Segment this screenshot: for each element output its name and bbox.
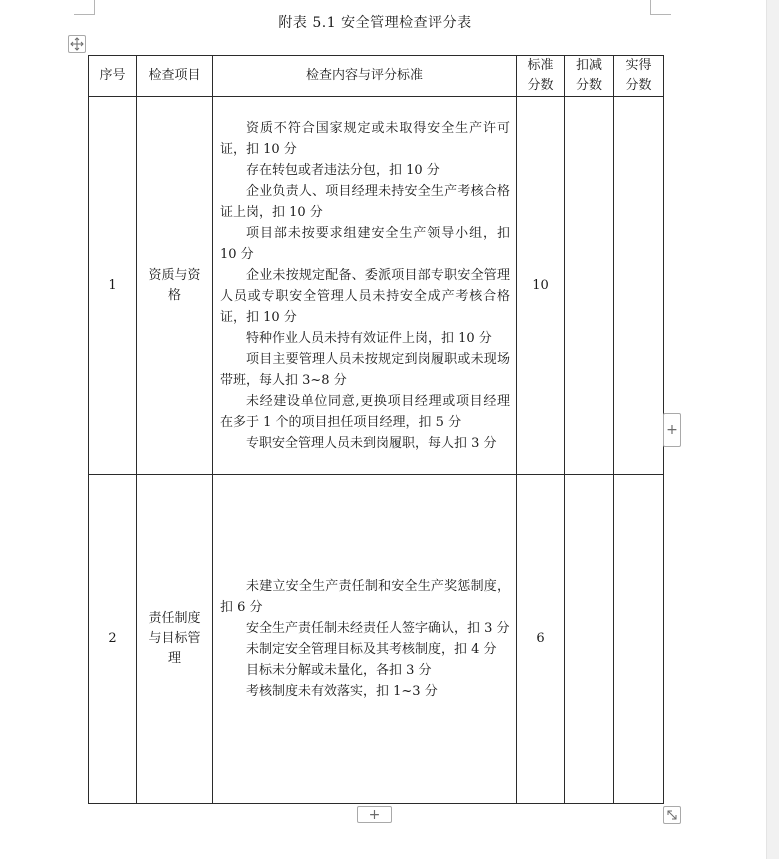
criteria-line: 项目部未按要求组建安全生产领导小组，扣 10 分: [220, 225, 510, 262]
row-actual-score[interactable]: [614, 475, 664, 804]
safety-evaluation-table: [88, 55, 664, 804]
criteria-line: 目标未分解或未量化，各扣 3 分: [246, 663, 432, 678]
row-actual-score[interactable]: [614, 97, 664, 475]
criteria-line: 企业负责人、项目经理未持安全生产考核合格证上岗，扣 10 分: [220, 183, 510, 220]
row-standard-score[interactable]: 10: [517, 97, 565, 475]
criteria-line: 存在转包或者违法分包，扣 10 分: [246, 162, 440, 178]
criteria-line: 考核制度未有效落实，扣 1~3 分: [246, 684, 438, 699]
header-seq: 序号: [89, 56, 137, 97]
row-deduct-score[interactable]: [565, 475, 614, 804]
row-criteria[interactable]: [213, 475, 517, 804]
criteria-line: 企业未按规定配备、委派项目部专职安全管理人员或专职安全管理人员未持安全成产考核合格证，扣 10 分: [220, 267, 510, 325]
header-line: 实得: [625, 58, 652, 73]
header-deduct-score: [565, 56, 614, 97]
header-line: 分数: [625, 78, 652, 93]
criteria-line: 未经建设单位同意,更换项目经理或项目经理在多于 1 个的项目担任项目经理，扣 5 分: [220, 393, 510, 430]
row-criteria[interactable]: [213, 97, 517, 475]
criteria-line: 资质不符合国家规定或未取得安全生产许可证，扣 10 分: [220, 120, 510, 157]
table-move-handle[interactable]: [68, 35, 86, 53]
row-standard-score[interactable]: 6: [517, 475, 565, 804]
criteria-line: 项目主要管理人员未按规定到岗履职或未现场带班，每人扣 3~8 分: [220, 351, 510, 388]
resize-icon: [666, 809, 678, 821]
row-deduct-score[interactable]: [565, 97, 614, 475]
table-resize-handle[interactable]: [663, 806, 681, 824]
header-line: 标准: [527, 58, 554, 73]
header-line: 分数: [575, 78, 602, 93]
table-title: 附表 5.1 安全管理检查评分表: [278, 15, 472, 31]
vertical-scrollbar[interactable]: [766, 0, 779, 859]
criteria-line: 未制定安全管理目标及其考核制度，扣 4 分: [246, 642, 497, 657]
header-actual-score: [614, 56, 664, 97]
plus-icon: +: [666, 422, 678, 438]
row-seq[interactable]: 1: [89, 97, 137, 475]
criteria-line: 专职安全管理人员未到岗履职，每人扣 3 分: [246, 435, 497, 451]
criteria-line: 安全生产责任制未经责任人签字确认，扣 3 分: [246, 621, 510, 636]
add-row-button[interactable]: [357, 806, 392, 823]
row-seq[interactable]: 2: [89, 475, 137, 804]
row-item[interactable]: 资质与资格: [137, 97, 213, 475]
criteria-line: 未建立安全生产责任制和安全生产奖惩制度，扣 6 分: [220, 579, 510, 615]
table-row: [89, 475, 664, 804]
header-standard-score: [517, 56, 565, 97]
header-line: 分数: [527, 78, 554, 93]
header-line: 扣减: [575, 58, 602, 73]
move-icon: [70, 37, 84, 51]
row-item[interactable]: 责任制度与目标管理: [137, 475, 213, 804]
table-row: [89, 97, 664, 475]
criteria-line: 特种作业人员未持有效证件上岗，扣 10 分: [246, 330, 492, 346]
add-column-button[interactable]: [663, 413, 681, 447]
plus-icon: +: [368, 806, 381, 823]
header-item: 检查项目: [137, 56, 213, 97]
header-content: 检查内容与评分标准: [213, 56, 517, 97]
header-row: [89, 56, 664, 97]
